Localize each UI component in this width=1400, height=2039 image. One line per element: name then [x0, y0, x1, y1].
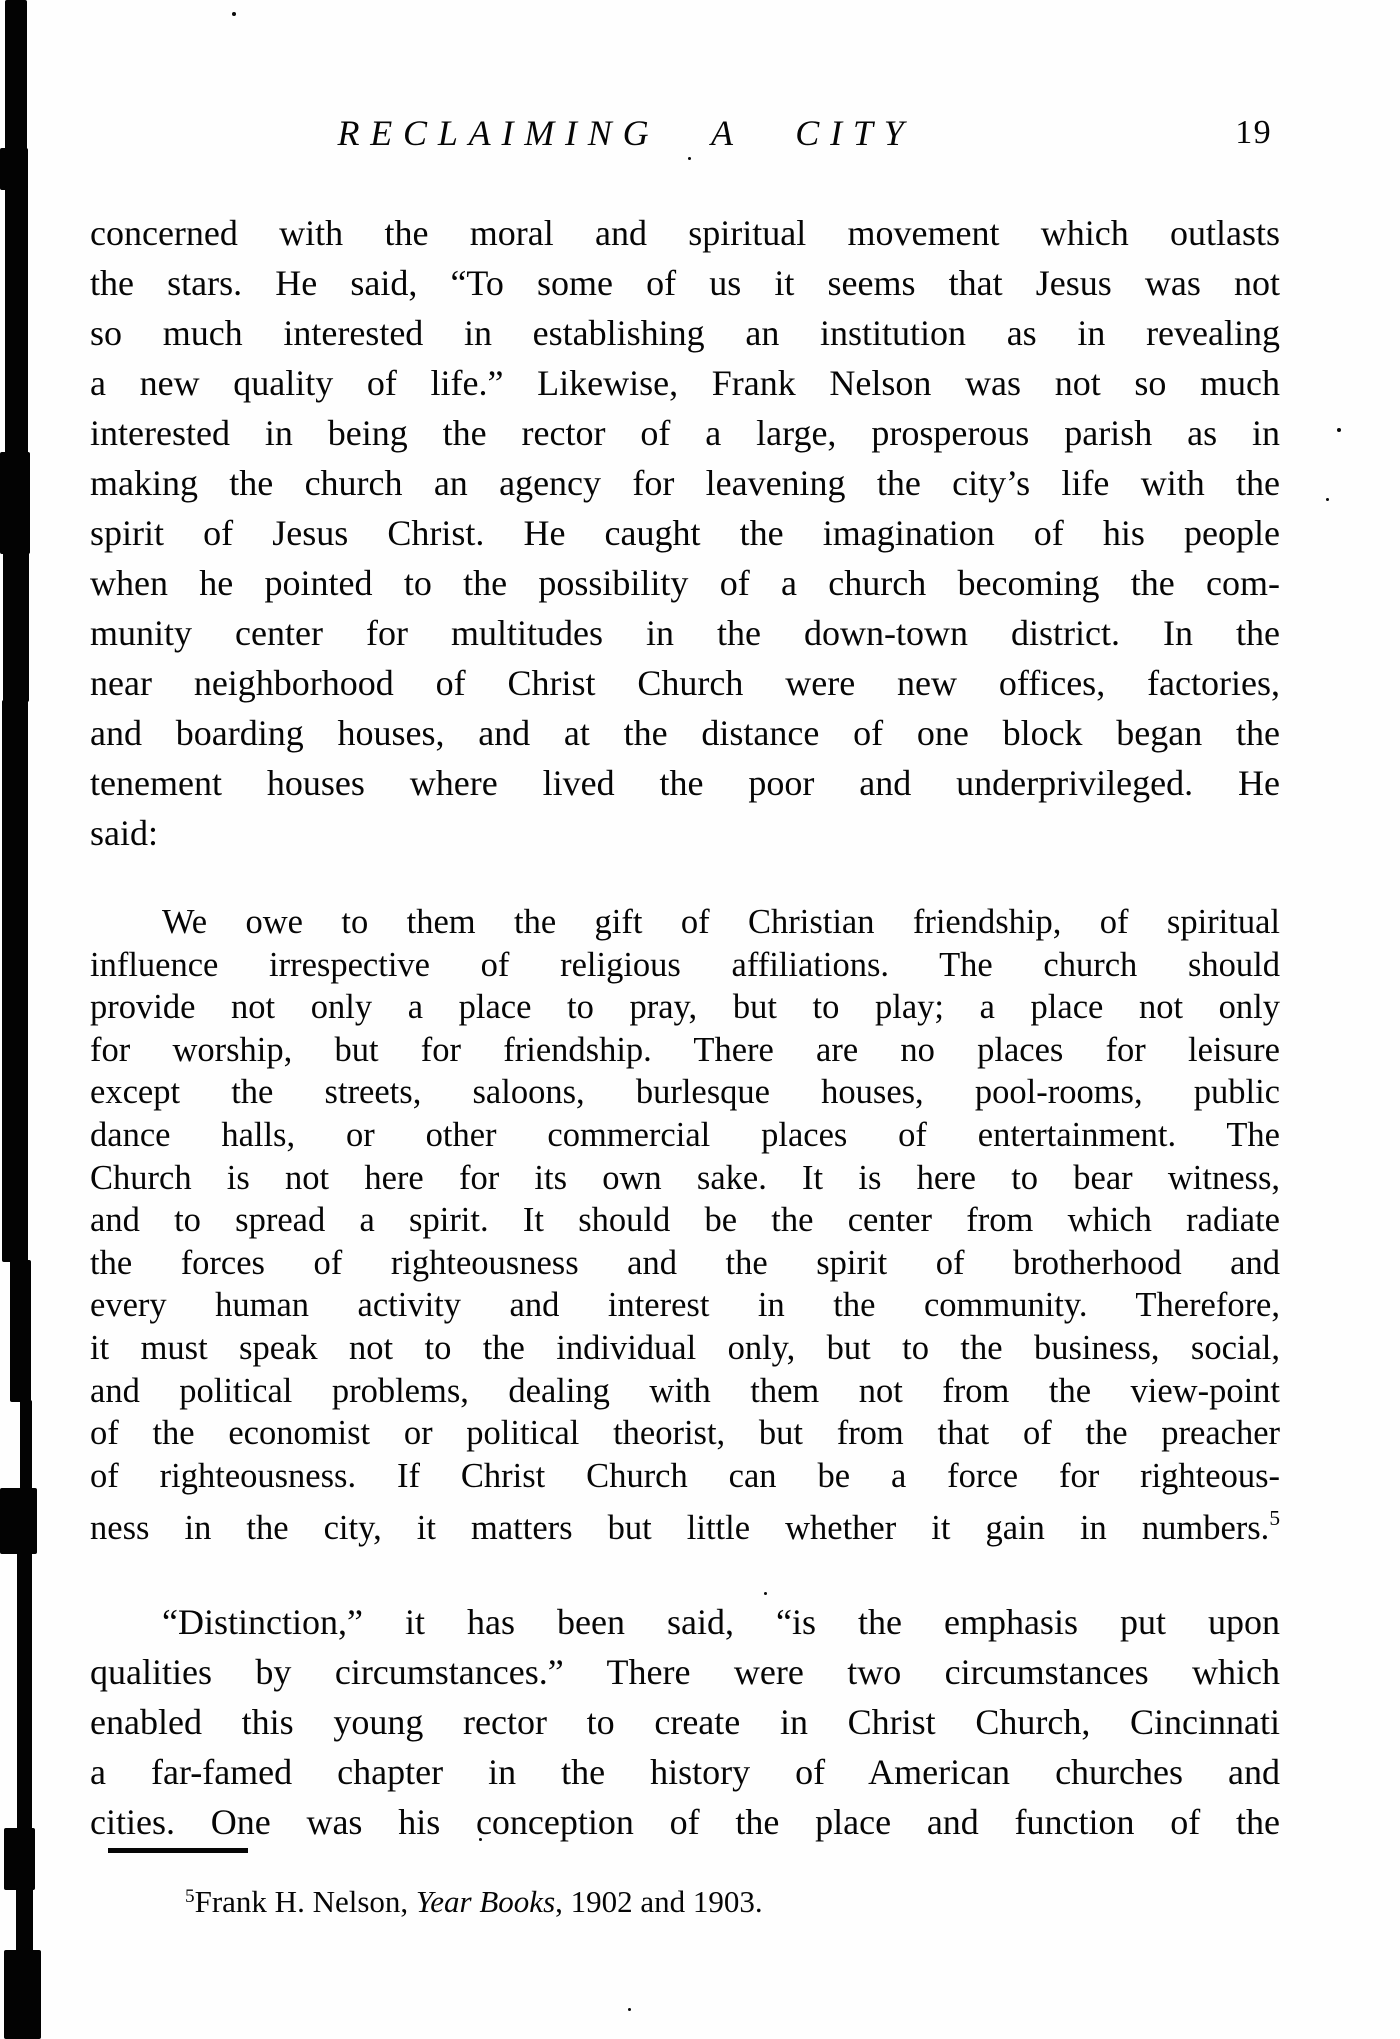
- text-line: every human activity and interest in the community. Therefore,: [90, 1286, 1280, 1325]
- running-title: RECLAIMING A CITY: [337, 113, 915, 153]
- scan-speck: [232, 12, 236, 16]
- scan-speck: [1337, 428, 1341, 432]
- text-line: “Distinction,” it has been said, “is the emphasis put upon: [162, 1602, 1280, 1642]
- text-line: cities. One was his conception of the place and function of the: [90, 1802, 1280, 1842]
- scan-speck: [1326, 498, 1329, 501]
- text-line: enabled this young rector to create in Christ Church, Cincinnati: [90, 1702, 1280, 1742]
- scan-artifact-segment: [0, 1488, 37, 1554]
- scan-artifact-segment: [4, 1828, 35, 1890]
- quote-last-line-text: ness in the city, it matters but little whether it gain in numbers.: [90, 1509, 1270, 1548]
- text-line: interested in being the rector of a large, prosperous parish as in: [90, 413, 1280, 453]
- text-line: dance halls, or other commercial places of entertainment. The: [90, 1115, 1280, 1154]
- scan-artifact-segment: [0, 148, 28, 190]
- text-line: Church is not here for its own sake. It is here to bear witness,: [90, 1158, 1280, 1197]
- block-quote-lines: [90, 901, 1280, 1497]
- running-head: [90, 112, 1280, 168]
- scan-speck: [628, 2008, 631, 2011]
- body-paragraph-1: [90, 208, 1280, 858]
- scan-artifact-segment: [16, 1888, 33, 1952]
- text-line: making the church an agency for leavening the city’s life with the: [90, 463, 1280, 503]
- footnote-text-end: , 1902 and 1903.: [555, 1884, 763, 1919]
- scan-artifact-segment: [10, 1260, 31, 1402]
- text-line: tenement houses where lived the poor and underprivileged. He: [90, 763, 1280, 803]
- text-line: and political problems, dealing with them not from the view-point: [90, 1371, 1280, 1410]
- scan-speck: [764, 1592, 767, 1595]
- scan-artifact-segment: [17, 1552, 32, 1830]
- text-line: a new quality of life.” Likewise, Frank Nelson was not so much: [90, 363, 1280, 403]
- text-line: provide not only a place to pray, but to play; a place not only: [90, 988, 1280, 1027]
- text-line: We owe to them the gift of Christian friendship, of spiritual: [162, 903, 1280, 941]
- text-line: when he pointed to the possibility of a church becoming the com-: [90, 563, 1280, 603]
- text-line: munity center for multitudes in the down-town district. In the: [90, 613, 1280, 653]
- block-quote-last-line: [90, 1497, 1280, 1548]
- block-quote: [90, 901, 1280, 1548]
- footnote-rule: [108, 1848, 248, 1853]
- text-line: said:: [90, 813, 158, 853]
- scan-artifact-segment: [4, 1950, 41, 2039]
- page-number: 19: [1235, 114, 1272, 151]
- footnote-text: Frank H. Nelson,: [194, 1884, 416, 1919]
- text-line: qualities by circumstances.” There were two circumstances which: [90, 1652, 1280, 1692]
- text-line: influence irrespective of religious affiliations. The church should: [90, 945, 1280, 984]
- text-line: of righteousness. If Christ Church can be a force for righteous-: [90, 1456, 1280, 1495]
- scan-artifact-segment: [0, 452, 30, 554]
- text-line: near neighborhood of Christ Church were new offices, factories,: [90, 663, 1280, 703]
- text-line: except the streets, saloons, burlesque houses, pool-rooms, public: [90, 1073, 1280, 1112]
- text-line: and to spread a spirit. It should be the center from which radiate: [90, 1201, 1280, 1240]
- footnote: [90, 1876, 1280, 1923]
- text-line: the forces of righteousness and the spirit of brotherhood and: [90, 1243, 1280, 1282]
- scan-artifact-segment: [5, 186, 28, 454]
- text-line: a far-famed chapter in the history of American churches and: [90, 1752, 1280, 1792]
- footnote-reference-marker: 5: [1269, 1506, 1280, 1531]
- footnote-marker: 5: [185, 1886, 195, 1907]
- scan-artifact-segment: [20, 1400, 32, 1492]
- text-line: concerned with the moral and spiritual movement which outlasts: [90, 213, 1280, 253]
- text-line: of the economist or political theorist, but from that of the preacher: [90, 1414, 1280, 1453]
- text-line: for worship, but for friendship. There are no places for leisure: [90, 1030, 1280, 1069]
- scan-artifact-segment: [5, 0, 27, 152]
- text-line: and boarding houses, and at the distance of one block began the: [90, 713, 1280, 753]
- text-line: it must speak not to the individual only, but to the business, social,: [90, 1328, 1280, 1367]
- body-paragraph-2: [90, 1597, 1280, 1847]
- scan-artifact-segment: [2, 700, 28, 1262]
- text-line: spirit of Jesus Christ. He caught the imagination of his people: [90, 513, 1280, 553]
- text-line: the stars. He said, “To some of us it seems that Jesus was not: [90, 263, 1280, 303]
- footnote-book-title: Year Books: [415, 1884, 556, 1919]
- text-line: so much interested in establishing an institution as in revealing: [90, 313, 1280, 353]
- scan-artifact-segment: [3, 552, 29, 702]
